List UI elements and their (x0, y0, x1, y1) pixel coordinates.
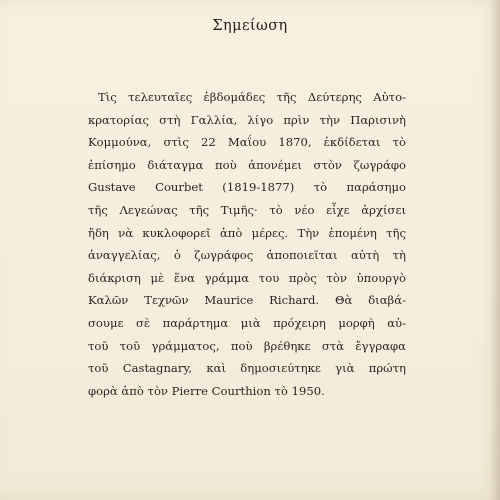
text-line: σουμε σὲ παράρτημα μιὰ πρόχειρη μορφὴ αὐ- (88, 315, 406, 330)
text-line: τοῦ τοῦ γράμματος, ποὺ βρέθηκε στὰ ἔγγραφα (88, 338, 406, 353)
page-edge-shadow (490, 0, 500, 500)
page-title: Σημείωση (212, 18, 288, 34)
text-line: Κομμούνα, στὶς 22 Μαΐου 1870, ἐκδίδεται τὸ (88, 135, 406, 150)
text-line: τῆς Λεγεώνας τῆς Τιμῆς· τὸ νέο εἶχε ἀρχίσει (88, 202, 406, 217)
text-line: ἀναγγελίας, ὁ ζωγράφος ἀποποιεῖται αὐτὴ τὴ (88, 248, 406, 263)
text-line: διάκριση μὲ ἕνα γράμμα του πρὸς τὸν ὑπουργὸ (88, 270, 406, 285)
text-line: ἐπίσημο διάταγμα ποὺ ἀπονέμει στὸν ζωγράφο (88, 157, 406, 172)
text-line: Gustave Courbet (1819-1877) τὸ παράσημο (88, 180, 406, 195)
text-line: κρατορίας στὴ Γαλλία, λίγο πρὶν τὴν Παρισινὴ (88, 112, 406, 127)
text-line: Καλῶν Τεχνῶν Maurice Richard. Θὰ διαβά- (88, 293, 406, 308)
text-line: Τὶς τελευταῖες ἑβδομάδες τῆς Δεύτερης Αὐτο- (98, 90, 406, 104)
text-line: φορὰ ἀπὸ τὸν Pierre Courthion τὸ 1950. (88, 383, 325, 398)
text-line: τοῦ Castagnary, καὶ δημοσιεύτηκε γιὰ πρώτη (88, 361, 406, 376)
body-paragraph (88, 86, 406, 402)
text-line: ἤδη νὰ κυκλοφορεῖ ἀπὸ μέρες. Τὴν ἑπομένη τῆς (88, 225, 406, 240)
